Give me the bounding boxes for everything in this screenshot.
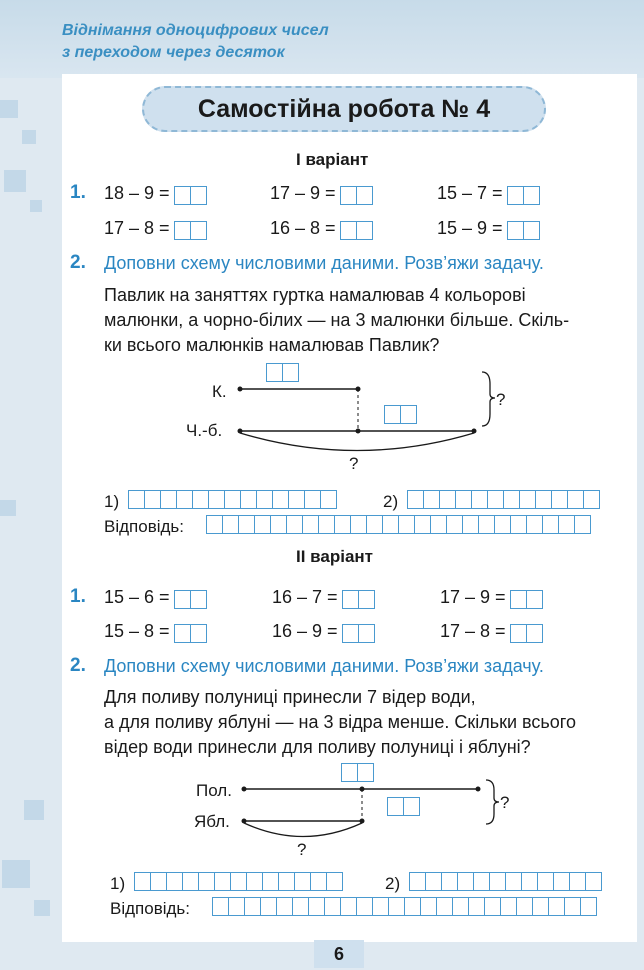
answer-cell[interactable] (214, 872, 231, 891)
answer-cell[interactable] (166, 872, 183, 891)
scheme1-label-b: Ч.-б. (186, 421, 223, 440)
answer-cell[interactable] (276, 897, 293, 916)
variant2-step1-cells (134, 872, 342, 891)
variant2-step2-cells (409, 872, 601, 891)
answer-cell[interactable] (548, 897, 565, 916)
equation-text: 16 – 7 = (272, 587, 338, 607)
variant1-label: І варіант (296, 150, 369, 169)
scheme2-label-a: Пол. (196, 781, 232, 800)
answer-cell[interactable] (324, 897, 341, 916)
equation-text: 17 – 8 = (104, 218, 170, 238)
answer-cell[interactable] (484, 897, 501, 916)
answer-cell[interactable] (212, 897, 229, 916)
answer-cell[interactable] (340, 897, 357, 916)
scheme1-brace-question: ? (496, 390, 506, 409)
answer-cell[interactable] (230, 872, 247, 891)
variant2-label: ІІ варіант (296, 547, 374, 566)
scheme2-question: ? (297, 840, 307, 859)
answer-cell[interactable] (388, 897, 405, 916)
equation-text: 15 – 6 = (104, 587, 170, 607)
variant1-problem-line3: ки всього малюнків намалював Павлик? (104, 335, 440, 355)
answer-cell[interactable] (420, 897, 437, 916)
answer-cell[interactable] (404, 897, 421, 916)
answer-cell[interactable] (260, 897, 277, 916)
variant1-task1-number: 1. (70, 182, 86, 203)
answer-cell[interactable] (532, 897, 549, 916)
scheme2-brace-question: ? (500, 793, 510, 812)
answer-cell[interactable] (244, 897, 261, 916)
answer-cell[interactable] (489, 872, 506, 891)
answer-cell[interactable] (294, 872, 311, 891)
answer-cell[interactable] (292, 897, 309, 916)
variant1-problem-line1: Павлик на заняттях гуртка намалював 4 кольорові (104, 285, 526, 305)
answer-cell[interactable] (182, 872, 199, 891)
answer-cell[interactable] (308, 897, 325, 916)
answer-cell[interactable] (569, 872, 586, 891)
page-title: Самостійна робота № 4 (142, 86, 546, 132)
variant2-step1-label: 1) (110, 874, 126, 893)
answer-cell[interactable] (326, 872, 343, 891)
answer-cell[interactable] (457, 872, 474, 891)
answer-cell[interactable] (516, 897, 533, 916)
answer-cell[interactable] (262, 872, 279, 891)
answer-cell[interactable] (310, 872, 327, 891)
answer-cell[interactable] (246, 872, 263, 891)
answer-cell[interactable] (436, 897, 453, 916)
header-title-line1: Віднімання одноцифрових чисел (62, 22, 329, 39)
answer-cell[interactable] (198, 872, 215, 891)
equation-text: 18 – 9 = (104, 183, 170, 203)
equation-text: 17 – 9 = (440, 587, 506, 607)
variant1-problem-line2: малюнки, а чорно-білих — на 3 малюнки більше. Скіль- (104, 310, 570, 330)
equation-text: 17 – 9 = (270, 183, 336, 203)
answer-cell[interactable] (441, 872, 458, 891)
equation-text: 16 – 8 = (270, 218, 336, 238)
variant1-task2-instruction: Доповни схему числовими даними. Розв’яжи задачу. (104, 253, 544, 273)
variant2-problem-line2: а для поливу яблуні — на 3 відра менше. Скільки всього (104, 712, 576, 732)
answer-cell[interactable] (564, 897, 581, 916)
variant2-step2-label: 2) (385, 874, 401, 893)
answer-cell[interactable] (372, 897, 389, 916)
answer-cell[interactable] (452, 897, 469, 916)
answer-cell[interactable] (521, 872, 538, 891)
variant2-task1-number: 1. (70, 586, 86, 607)
variant2-problem-line3: відер води принесли для поливу полуниці і яблуні? (104, 737, 531, 757)
variant1-answer-label: Відповідь: (104, 517, 185, 536)
equation-text: 15 – 8 = (104, 621, 170, 641)
answer-cell[interactable] (553, 872, 570, 891)
equation-text: 17 – 8 = (440, 621, 506, 641)
answer-cell[interactable] (356, 897, 373, 916)
answer-cell[interactable] (580, 897, 597, 916)
answer-cell[interactable] (468, 897, 485, 916)
equation-text: 16 – 9 = (272, 621, 338, 641)
variant2-answer-label: Відповідь: (110, 899, 191, 918)
variant1-step1-label: 1) (104, 492, 120, 511)
equation-text: 15 – 7 = (437, 183, 503, 203)
header-title-line2: з переходом через десяток (62, 44, 285, 61)
answer-cell[interactable] (505, 872, 522, 891)
variant2-task2-instruction: Доповни схему числовими даними. Розв’яжи задачу. (104, 656, 544, 676)
scheme1-label-a: К. (212, 382, 227, 401)
variant2-answer-cells (212, 897, 596, 916)
page-number: 6 (314, 940, 364, 968)
answer-cell[interactable] (228, 897, 245, 916)
answer-cell[interactable] (425, 872, 442, 891)
answer-cell[interactable] (150, 872, 167, 891)
variant2-task2-number: 2. (70, 655, 86, 676)
variant2-problem-line1: Для поливу полуниці принесли 7 відер води, (104, 687, 476, 707)
answer-cell[interactable] (134, 872, 151, 891)
answer-cell[interactable] (500, 897, 517, 916)
answer-cell[interactable] (473, 872, 490, 891)
scheme2-label-b: Ябл. (194, 812, 230, 831)
equation-text: 15 – 9 = (437, 218, 503, 238)
answer-cell[interactable] (537, 872, 554, 891)
scheme1-question: ? (349, 454, 359, 473)
variant1-task2-number: 2. (70, 252, 86, 273)
answer-cell[interactable] (585, 872, 602, 891)
variant1-step2-label: 2) (383, 492, 399, 511)
answer-cell[interactable] (278, 872, 295, 891)
answer-cell[interactable] (409, 872, 426, 891)
